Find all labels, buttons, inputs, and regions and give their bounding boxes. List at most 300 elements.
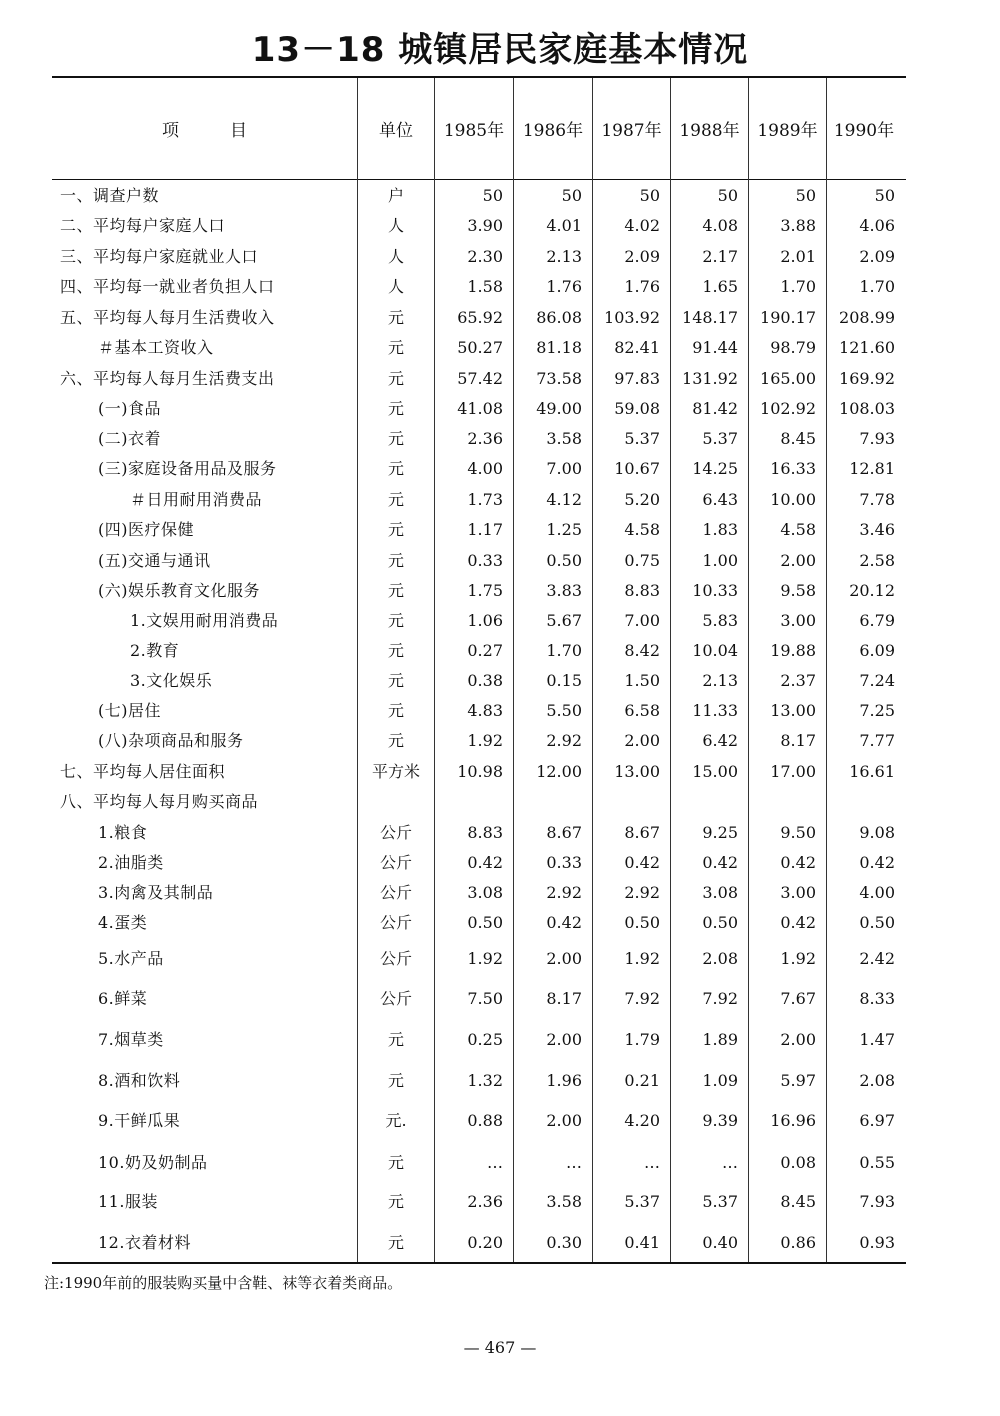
value-cell: 0.93 — [859, 1233, 895, 1252]
value-cell: 0.27 — [467, 641, 503, 660]
value-cell: 1.92 — [467, 731, 503, 750]
table-row — [0, 910, 1000, 936]
value-cell: … — [487, 1153, 503, 1172]
table-row — [0, 728, 1000, 754]
value-cell: 91.44 — [692, 338, 738, 357]
value-cell: 0.08 — [780, 1153, 816, 1172]
value-cell: 2.92 — [546, 731, 582, 750]
value-cell: 50 — [561, 186, 582, 205]
table-row — [0, 880, 1000, 906]
table-row — [0, 274, 1000, 300]
value-cell: 9.58 — [780, 581, 816, 600]
value-cell: 10.33 — [692, 581, 738, 600]
row-label: 5.水产品 — [98, 949, 164, 968]
value-cell: 2.00 — [546, 1030, 582, 1049]
value-cell: 9.39 — [702, 1111, 738, 1130]
table-row — [0, 305, 1000, 331]
row-unit: 元 — [387, 551, 404, 570]
value-cell: 50 — [795, 186, 816, 205]
value-cell: 3.83 — [546, 581, 582, 600]
row-unit: 元 — [387, 490, 404, 509]
value-cell: 3.00 — [780, 611, 816, 630]
row-unit: 人 — [387, 277, 404, 296]
value-cell: 1.25 — [546, 520, 582, 539]
row-label: ＃日用耐用消费品 — [130, 490, 263, 509]
table-row — [0, 698, 1000, 724]
row-unit: 元 — [387, 429, 404, 448]
table-row — [0, 759, 1000, 785]
value-cell: 0.21 — [624, 1071, 660, 1090]
row-unit: 元 — [387, 459, 404, 478]
value-cell: 1.76 — [546, 277, 582, 296]
value-cell: 4.00 — [467, 459, 503, 478]
header-item: 项 目 — [162, 121, 247, 141]
value-cell: 12.00 — [536, 762, 582, 781]
row-unit: 元 — [387, 520, 404, 539]
row-label: 一、调查户数 — [60, 186, 160, 205]
value-cell: 1.00 — [702, 551, 738, 570]
table-row — [0, 1068, 1000, 1094]
table-row — [0, 668, 1000, 694]
value-cell: 5.67 — [546, 611, 582, 630]
table-row — [0, 986, 1000, 1012]
table-row — [0, 396, 1000, 422]
value-cell: 59.08 — [614, 399, 660, 418]
row-label: 2.教育 — [130, 641, 180, 660]
value-cell: 7.78 — [859, 490, 895, 509]
row-unit: 元 — [387, 641, 404, 660]
value-cell: … — [644, 1153, 660, 1172]
table-row — [0, 366, 1000, 392]
value-cell: 57.42 — [457, 369, 503, 388]
value-cell: 10.67 — [614, 459, 660, 478]
table-row — [0, 183, 1000, 209]
row-unit: 公斤 — [379, 883, 412, 902]
value-cell: 50 — [874, 186, 895, 205]
value-cell: 0.42 — [546, 913, 582, 932]
value-cell: 3.58 — [546, 1192, 582, 1211]
row-label: 3.文化娱乐 — [130, 671, 213, 690]
value-cell: 1.92 — [780, 949, 816, 968]
header-unit: 单位 — [379, 121, 413, 141]
value-cell: 0.50 — [859, 913, 895, 932]
row-unit: 公斤 — [379, 853, 412, 872]
value-cell: 2.08 — [859, 1071, 895, 1090]
value-cell: 7.24 — [859, 671, 895, 690]
value-cell: 1.09 — [702, 1071, 738, 1090]
value-cell: 81.42 — [692, 399, 738, 418]
value-cell: 11.33 — [692, 701, 738, 720]
value-cell: 2.92 — [546, 883, 582, 902]
row-label: 4.蛋类 — [98, 913, 148, 932]
row-label: 6.鲜菜 — [98, 989, 148, 1008]
value-cell: 169.92 — [839, 369, 895, 388]
value-cell: 4.20 — [624, 1111, 660, 1130]
value-cell: 8.17 — [780, 731, 816, 750]
value-cell: 0.20 — [467, 1233, 503, 1252]
value-cell: 102.92 — [760, 399, 816, 418]
row-label: 3.肉禽及其制品 — [98, 883, 214, 902]
value-cell: 0.88 — [467, 1111, 503, 1130]
value-cell: 3.46 — [859, 520, 895, 539]
value-cell: 50 — [639, 186, 660, 205]
value-cell: 2.36 — [467, 1192, 503, 1211]
row-label: (五)交通与通讯 — [98, 551, 211, 570]
value-cell: 8.17 — [546, 989, 582, 1008]
value-cell: 65.92 — [457, 308, 503, 327]
value-cell: 0.50 — [624, 913, 660, 932]
row-unit: 元 — [387, 1233, 404, 1252]
table-row — [0, 608, 1000, 634]
value-cell: 7.92 — [702, 989, 738, 1008]
row-label: 8.酒和饮料 — [98, 1071, 181, 1090]
value-cell: 4.58 — [780, 520, 816, 539]
value-cell: 7.25 — [859, 701, 895, 720]
table-top-rule — [52, 76, 906, 78]
table-row — [0, 335, 1000, 361]
value-cell: 4.00 — [859, 883, 895, 902]
value-cell: 1.70 — [859, 277, 895, 296]
row-label: 10.奶及奶制品 — [98, 1153, 208, 1172]
value-cell: 16.61 — [849, 762, 895, 781]
row-label: (一)食品 — [98, 399, 161, 418]
value-cell: 0.75 — [624, 551, 660, 570]
value-cell: 0.50 — [546, 551, 582, 570]
value-cell: 2.00 — [546, 949, 582, 968]
value-cell: 3.88 — [780, 216, 816, 235]
row-label: 四、平均每一就业者负担人口 — [60, 277, 275, 296]
value-cell: 0.42 — [859, 853, 895, 872]
value-cell: 4.08 — [702, 216, 738, 235]
row-label: 五、平均每人每月生活费收入 — [60, 308, 275, 327]
value-cell: 4.01 — [546, 216, 582, 235]
value-cell: 6.97 — [859, 1111, 895, 1130]
table-row — [0, 213, 1000, 239]
header-year: 1990年 — [833, 121, 895, 141]
value-cell: 0.55 — [859, 1153, 895, 1172]
row-label: 1.文娱用耐用消费品 — [130, 611, 279, 630]
value-cell: 7.00 — [624, 611, 660, 630]
value-cell: 82.41 — [614, 338, 660, 357]
value-cell: 2.00 — [624, 731, 660, 750]
value-cell: 7.00 — [546, 459, 582, 478]
row-label: (六)娱乐教育文化服务 — [98, 581, 260, 600]
value-cell: … — [722, 1153, 738, 1172]
row-unit: 平方米 — [371, 762, 420, 781]
value-cell: 5.37 — [702, 429, 738, 448]
value-cell: 6.42 — [702, 731, 738, 750]
row-unit: 元 — [387, 1071, 404, 1090]
value-cell: 1.50 — [624, 671, 660, 690]
header-year: 1989年 — [757, 121, 818, 141]
row-unit: 人 — [387, 216, 404, 235]
value-cell: 1.70 — [546, 641, 582, 660]
value-cell: 5.83 — [702, 611, 738, 630]
value-cell: 108.03 — [839, 399, 895, 418]
value-cell: 9.50 — [780, 823, 816, 842]
value-cell: 5.20 — [624, 490, 660, 509]
row-unit: 元 — [387, 701, 404, 720]
value-cell: 1.65 — [702, 277, 738, 296]
value-cell: 4.58 — [624, 520, 660, 539]
value-cell: 3.58 — [546, 429, 582, 448]
row-label: 9.干鲜瓜果 — [98, 1111, 181, 1130]
row-unit: 元 — [387, 611, 404, 630]
value-cell: 2.42 — [859, 949, 895, 968]
value-cell: 8.45 — [780, 429, 816, 448]
row-label: 1.粮食 — [98, 823, 148, 842]
table-row — [0, 1108, 1000, 1134]
value-cell: 0.30 — [546, 1233, 582, 1252]
value-cell: 7.50 — [467, 989, 503, 1008]
value-cell: 2.01 — [780, 247, 816, 266]
value-cell: 73.58 — [536, 369, 582, 388]
table-row — [0, 426, 1000, 452]
value-cell: 8.67 — [624, 823, 660, 842]
table-row — [0, 946, 1000, 972]
page-title: 13－18 城镇居民家庭基本情况 — [251, 30, 749, 70]
value-cell: 0.42 — [624, 853, 660, 872]
value-cell: 10.00 — [770, 490, 816, 509]
value-cell: 3.00 — [780, 883, 816, 902]
value-cell: 1.47 — [859, 1030, 895, 1049]
row-unit: 公斤 — [379, 913, 412, 932]
row-unit: 人 — [387, 247, 404, 266]
row-unit: 元 — [387, 581, 404, 600]
row-unit: 元 — [387, 1030, 404, 1049]
value-cell: 7.77 — [859, 731, 895, 750]
value-cell: 2.92 — [624, 883, 660, 902]
row-label: 7.烟草类 — [98, 1030, 164, 1049]
value-cell: … — [566, 1153, 582, 1172]
value-cell: 5.97 — [780, 1071, 816, 1090]
row-label: 八、平均每人每月购买商品 — [60, 792, 259, 811]
value-cell: 148.17 — [682, 308, 738, 327]
value-cell: 1.89 — [702, 1030, 738, 1049]
value-cell: 8.83 — [467, 823, 503, 842]
value-cell: 9.25 — [702, 823, 738, 842]
header-year: 1985年 — [443, 121, 505, 141]
value-cell: 2.00 — [546, 1111, 582, 1130]
value-cell: 2.13 — [702, 671, 738, 690]
value-cell: 6.79 — [859, 611, 895, 630]
value-cell: 14.25 — [692, 459, 738, 478]
value-cell: 0.50 — [467, 913, 503, 932]
value-cell: 165.00 — [760, 369, 816, 388]
value-cell: 2.58 — [859, 551, 895, 570]
table-row — [0, 1027, 1000, 1053]
table-row — [0, 487, 1000, 513]
value-cell: 0.40 — [702, 1233, 738, 1252]
row-unit: 元. — [385, 1111, 407, 1130]
value-cell: 3.90 — [467, 216, 503, 235]
value-cell: 8.45 — [780, 1192, 816, 1211]
value-cell: 16.96 — [770, 1111, 816, 1130]
table-row — [0, 789, 1000, 815]
row-label: ＃基本工资收入 — [98, 338, 214, 357]
row-unit: 公斤 — [379, 989, 412, 1008]
table-row — [0, 1230, 1000, 1256]
value-cell: 1.96 — [546, 1071, 582, 1090]
header-bottom-rule — [52, 179, 906, 180]
value-cell: 0.42 — [467, 853, 503, 872]
value-cell: 7.93 — [859, 1192, 895, 1211]
value-cell: 97.83 — [614, 369, 660, 388]
value-cell: 5.37 — [624, 1192, 660, 1211]
value-cell: 1.76 — [624, 277, 660, 296]
value-cell: 1.92 — [624, 949, 660, 968]
header-year: 1986年 — [522, 121, 584, 141]
table-row — [0, 638, 1000, 664]
value-cell: 1.75 — [467, 581, 503, 600]
table-row — [0, 456, 1000, 482]
table-row — [0, 517, 1000, 543]
value-cell: 6.43 — [702, 490, 738, 509]
value-cell: 6.58 — [624, 701, 660, 720]
row-unit: 公斤 — [379, 823, 412, 842]
row-label: (二)衣着 — [98, 429, 161, 448]
value-cell: 0.42 — [780, 853, 816, 872]
value-cell: 1.79 — [624, 1030, 660, 1049]
row-label: (七)居住 — [98, 701, 161, 720]
row-label: (八)杂项商品和服务 — [98, 731, 244, 750]
row-label: 12.衣着材料 — [98, 1233, 191, 1252]
table-row — [0, 1150, 1000, 1176]
row-label: 2.油脂类 — [98, 853, 164, 872]
row-label: (四)医疗保健 — [98, 520, 194, 539]
row-label: 11.服装 — [98, 1192, 158, 1211]
value-cell: 7.93 — [859, 429, 895, 448]
row-label: 七、平均每人居住面积 — [60, 762, 226, 781]
value-cell: 13.00 — [614, 762, 660, 781]
value-cell: 2.00 — [780, 551, 816, 570]
value-cell: 50 — [717, 186, 738, 205]
table-row — [0, 244, 1000, 270]
value-cell: 0.42 — [702, 853, 738, 872]
value-cell: 0.86 — [780, 1233, 816, 1252]
value-cell: 1.58 — [467, 277, 503, 296]
value-cell: 50.27 — [457, 338, 503, 357]
row-label: 二、平均每户家庭人口 — [60, 216, 226, 235]
value-cell: 121.60 — [839, 338, 895, 357]
value-cell: 2.08 — [702, 949, 738, 968]
value-cell: 7.92 — [624, 989, 660, 1008]
row-unit: 元 — [387, 399, 404, 418]
value-cell: 4.83 — [467, 701, 503, 720]
value-cell: 208.99 — [839, 308, 895, 327]
value-cell: 190.17 — [760, 308, 816, 327]
value-cell: 0.25 — [467, 1030, 503, 1049]
value-cell: 1.83 — [702, 520, 738, 539]
row-unit: 元 — [387, 369, 404, 388]
table-row — [0, 578, 1000, 604]
value-cell: 8.33 — [859, 989, 895, 1008]
value-cell: 10.98 — [457, 762, 503, 781]
value-cell: 4.02 — [624, 216, 660, 235]
value-cell: 2.00 — [780, 1030, 816, 1049]
value-cell: 0.38 — [467, 671, 503, 690]
value-cell: 0.15 — [546, 671, 582, 690]
value-cell: 20.12 — [849, 581, 895, 600]
row-unit: 户 — [387, 186, 404, 205]
value-cell: 5.37 — [702, 1192, 738, 1211]
value-cell: 16.33 — [770, 459, 816, 478]
value-cell: 5.37 — [624, 429, 660, 448]
value-cell: 0.42 — [780, 913, 816, 932]
value-cell: 2.36 — [467, 429, 503, 448]
table-row — [0, 548, 1000, 574]
value-cell: 9.08 — [859, 823, 895, 842]
value-cell: 1.17 — [467, 520, 503, 539]
value-cell: 98.79 — [770, 338, 816, 357]
value-cell: 4.06 — [859, 216, 895, 235]
row-unit: 公斤 — [379, 949, 412, 968]
page-number: — 467 — — [463, 1338, 537, 1357]
value-cell: 3.08 — [702, 883, 738, 902]
value-cell: 81.18 — [536, 338, 582, 357]
value-cell: 2.13 — [546, 247, 582, 266]
value-cell: 0.41 — [624, 1233, 660, 1252]
value-cell: 6.09 — [859, 641, 895, 660]
row-label: 三、平均每户家庭就业人口 — [60, 247, 259, 266]
value-cell: 2.37 — [780, 671, 816, 690]
row-unit: 元 — [387, 671, 404, 690]
value-cell: 8.42 — [624, 641, 660, 660]
value-cell: 19.88 — [770, 641, 816, 660]
value-cell: 3.08 — [467, 883, 503, 902]
row-unit: 元 — [387, 1192, 404, 1211]
value-cell: 15.00 — [692, 762, 738, 781]
value-cell: 8.67 — [546, 823, 582, 842]
table-row — [0, 850, 1000, 876]
value-cell: 41.08 — [457, 399, 503, 418]
row-label: 六、平均每人每月生活费支出 — [60, 369, 275, 388]
value-cell: 2.09 — [624, 247, 660, 266]
value-cell: 49.00 — [536, 399, 582, 418]
value-cell: 2.30 — [467, 247, 503, 266]
value-cell: 5.50 — [546, 701, 582, 720]
value-cell: 103.92 — [604, 308, 660, 327]
row-unit: 元 — [387, 308, 404, 327]
value-cell: 4.12 — [546, 490, 582, 509]
table-bottom-rule — [52, 1262, 906, 1264]
value-cell: 1.06 — [467, 611, 503, 630]
value-cell: 17.00 — [770, 762, 816, 781]
value-cell: 1.73 — [467, 490, 503, 509]
value-cell: 2.09 — [859, 247, 895, 266]
value-cell: 12.81 — [849, 459, 895, 478]
value-cell: 2.17 — [702, 247, 738, 266]
table-row — [0, 1189, 1000, 1215]
row-unit: 元 — [387, 1153, 404, 1172]
row-unit: 元 — [387, 338, 404, 357]
value-cell: 1.92 — [467, 949, 503, 968]
row-label: (三)家庭设备用品及服务 — [98, 459, 277, 478]
table-row — [0, 820, 1000, 846]
header-year: 1987年 — [601, 121, 662, 141]
row-unit: 元 — [387, 731, 404, 750]
value-cell: 13.00 — [770, 701, 816, 720]
value-cell: 0.33 — [546, 853, 582, 872]
footnote: 注:1990年前的服装购买量中含鞋、袜等衣着类商品。 — [44, 1274, 403, 1292]
value-cell: 1.70 — [780, 277, 816, 296]
value-cell: 131.92 — [682, 369, 738, 388]
value-cell: 0.50 — [702, 913, 738, 932]
value-cell: 1.32 — [467, 1071, 503, 1090]
value-cell: 10.04 — [692, 641, 738, 660]
header-year: 1988年 — [679, 121, 740, 141]
value-cell: 8.83 — [624, 581, 660, 600]
